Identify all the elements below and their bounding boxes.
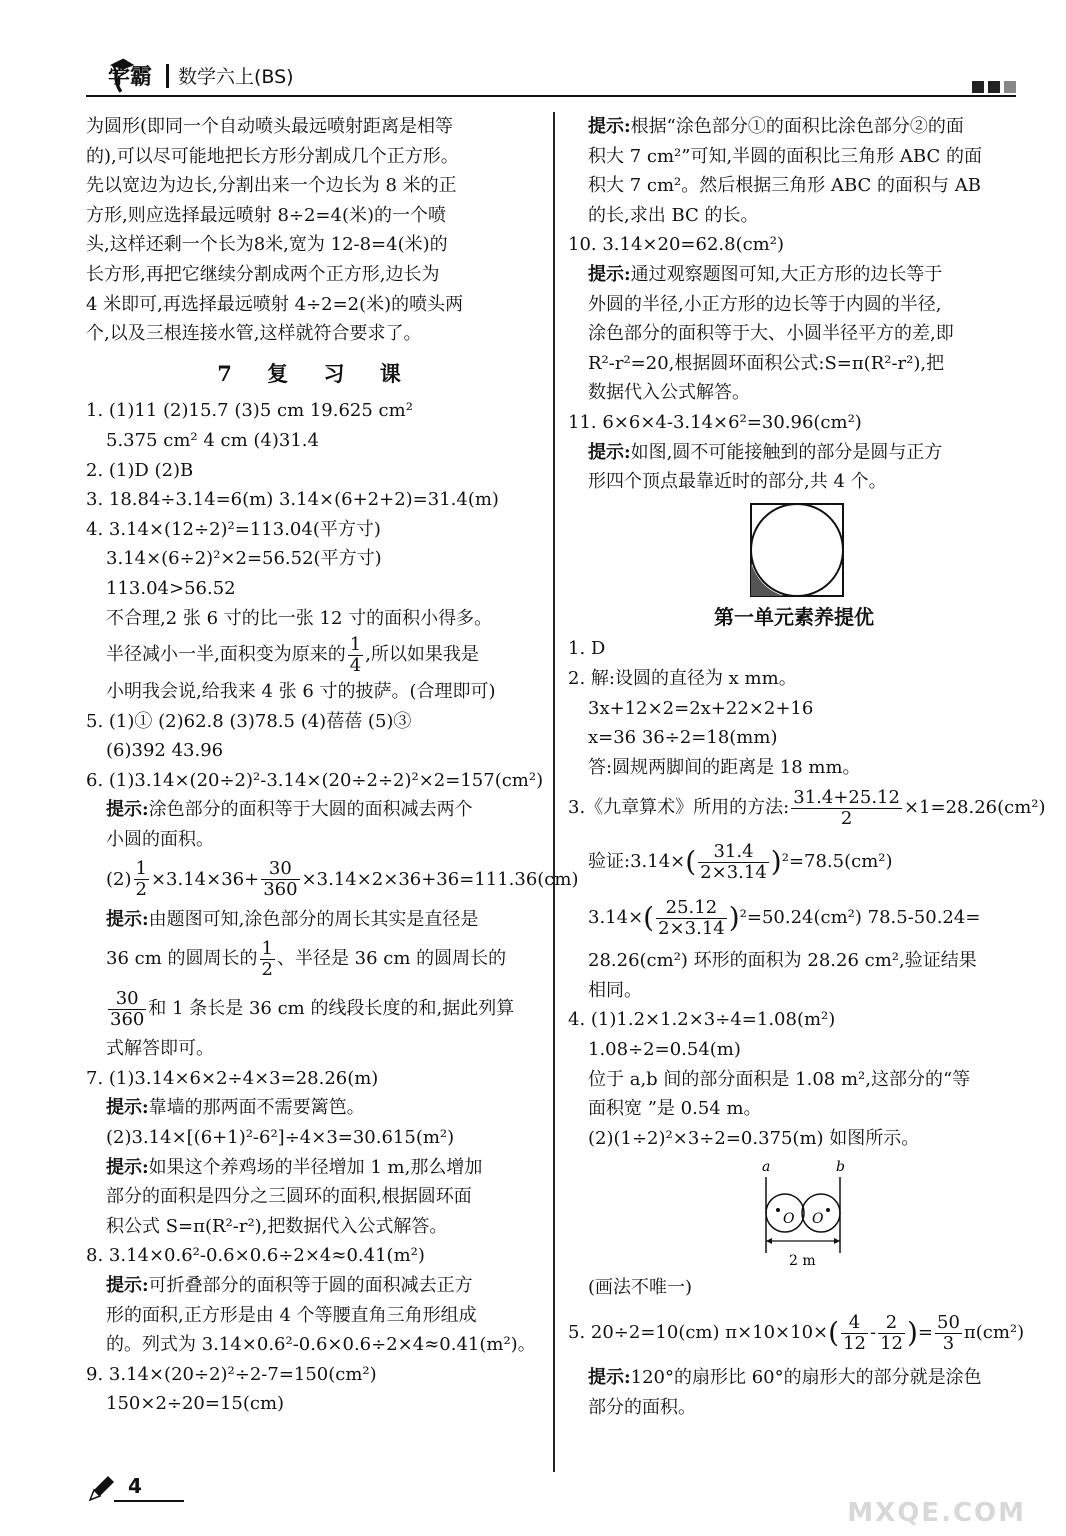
fraction-one-half: $\frac{1}{2}$ xyxy=(135,858,147,901)
fraction-four-twelfths: $\frac{4}{12}$ xyxy=(843,1311,866,1354)
fraction-sum-over-two: $\frac{31.4+25.12}{2}$ xyxy=(793,786,900,829)
unit-answer-1: 1. D xyxy=(568,638,606,660)
header-separator xyxy=(166,64,169,88)
pencil-icon xyxy=(86,1474,116,1504)
label-o1: O xyxy=(783,1211,795,1228)
fraction-one-quarter: $\frac{1}{4}$ xyxy=(349,633,362,676)
section-title-unit-one: 第一单元素养提优 xyxy=(714,604,874,629)
column-divider xyxy=(553,112,555,1472)
unit-answer-4: 4. (1)1.2×1.2×3÷4=1.08(m²) 1.08÷2=0.54(m) 位于 a,b 间的部分面积是 1.08 m²,这部分的“等 面积宽 ”是 0.54 m。 (2)(1÷2)²×3÷2=0.375(m) 如图所示。 xyxy=(568,1009,971,1149)
fraction-thirty-over-360: $\frac{30}{360}$ xyxy=(263,858,298,901)
left-column xyxy=(86,112,579,1419)
unit-answer-5: 5. 20÷2=10(cm) π×10×10×( $\frac{4}{12}$ - $\frac{2}{12}$ )= $\frac{50}{3}$ π(cm²) 提示:120°的扇形比 60°的扇形大的部分就是涂色 部分的面积。 xyxy=(568,1311,1025,1418)
footer-rule xyxy=(114,1500,184,1502)
unit-answer-2: 2. 解:设圆的直径为 x mm。 3x+12×2=2x+22×2+16 x=36 36÷2=18(mm) 答:圆规两脚间的距离是 18 mm。 xyxy=(568,667,861,778)
page-number: 4 xyxy=(128,1474,142,1498)
answer-6: 6. (1)3.14×(20÷2)²-3.14×(20÷2÷2)²×2=157(cm²) 提示:涂色部分的面积等于大圆的面积减去两个 小圆的面积。 (2) $\frac{1}{2}$ ×3.14×36+ $\frac{30}{360}$ ×3.14×2×36+36=111.36(cm) 提示:由题图可知,涂色部分的周长其实是直径是 36 cm 的圆周长的 $\frac{1}{2}$ 、半径是 36 cm 的圆周长的 $\frac{30}{360}$ 和 1 条长是 36 cm 的线段长度的和,据此列算 式解答即可。 xyxy=(86,769,579,1060)
unit-answer-3: 3.《九章算术》所用的方法: $\frac{31.4+25.12}{2}$ ×1=28.26(cm²) 验证:3.14×( $\frac{31.4}{2\times 3.14}$ )²=78.5(cm²) 3.14×( $\frac{25.12}{2\times 3.14}$ )²=50.24(cm²) 78.5-50.24= 28.26(cm²) 环形的面积为 28.26 cm²,验证结果 相同。 xyxy=(568,786,1046,1001)
section-title-review: 7 复 习 课 xyxy=(217,360,415,386)
label-b: b xyxy=(836,1159,845,1176)
fraction-fifty-thirds: $\frac{50}{3}$ xyxy=(937,1311,960,1354)
answer-5: 5. (1)① (2)62.8 (3)78.5 (4)蓓蓓 (5)③ (6)392 43.96 xyxy=(86,710,412,762)
answer-3: 3. 18.84÷3.14=6(m) 3.14×(6+2+2)=31.4(m) xyxy=(86,489,499,511)
label-o2: O xyxy=(812,1211,824,1228)
circle-in-square-figure xyxy=(750,503,844,597)
brand-logo-text: 学霸 xyxy=(108,65,153,90)
fraction-radius-outer: $\frac{31.4}{2\times 3.14}$ xyxy=(700,840,767,883)
label-a: a xyxy=(762,1159,771,1176)
answer-4: 4. 3.14×(12÷2)²=113.04(平方寸) 3.14×(6÷2)²×2=56.52(平方寸) 113.04>56.52 不合理,2 张 6 寸的比一张 12 寸的面积小得多。 半径减小一半,面积变为原来的 $\frac{1}{4}$ ,所以如果我是 小明我会说,给我来 4 张 6 寸的披萨。(合理即可) xyxy=(86,518,496,703)
watermark: MXQE.COM xyxy=(847,1498,1026,1528)
answer-8: 8. 3.14×0.6²-0.6×0.6÷2×4≈0.41(m²) 提示:可折叠部分的面积等于圆的面积减去正方 形的面积,正方形是由 4 个等腰直角三角形组成 的。列式为 3.14×0.6²-0.6×0.6÷2×4≈0.41(m²)。 xyxy=(86,1245,536,1356)
page-footer xyxy=(86,1470,186,1510)
answer-2: 2. (1)D (2)B xyxy=(86,459,194,481)
header-rule xyxy=(86,95,1016,97)
continued-answer: 为圆形(即同一个自动喷头最远喷射距离是相等 的),可以尽可能地把长方形分割成几个正方形。 先以宽边为边长,分割出来一个边长为 8 米的正 方形,则应选择最远喷射 8÷2=4(米)的一个喷 头,这样还剩一个长为8米,宽为 12-8=4(米)的 长方形,再把它继续分割成两个正方形,边长为 4 米即可,再选择最远喷射 4÷2=2(米)的喷头两 个,以及三根连接水管,这样就符合要求了。 xyxy=(86,116,464,345)
page-header xyxy=(86,54,1016,94)
right-column xyxy=(568,112,1046,1422)
answer-7: 7. (1)3.14×6×2÷4×3=28.26(m) 提示:靠墙的那两面不需要篱笆。 (2)3.14×[(6+1)²-6²]÷4×3=30.615(m²) 提示:如果这个养鸡场的半径增加 1 m,那么增加 部分的面积是四分之三圆环的面积,根据圆环面 积公式 S=π(R²-r²),把数据代入公式解答。 xyxy=(86,1067,483,1237)
width-label: 2 m xyxy=(789,1253,816,1270)
answer-10: 10. 3.14×20=62.8(cm²) 提示:通过观察题图可知,大正方形的边长等于 外圆的半径,小正方形的边长等于内圆的半径, 涂色部分的面积等于大、小圆半径平方的差,即 R²-r²=20,根据圆环面积公式:S=π(R²-r²),把 数据代入公式解答。 xyxy=(568,234,954,404)
fraction-radius-inner: $\frac{25.12}{2\times 3.14}$ xyxy=(658,896,725,939)
two-circles-figure xyxy=(754,1157,854,1269)
drawing-note: (画法不唯一) xyxy=(588,1277,693,1299)
fraction-two-twelfths: $\frac{2}{12}$ xyxy=(880,1311,903,1354)
answer-9-tip: 提示:根据“涂色部分①的面积比涂色部分②的面 积大 7 cm²”可知,半圆的面积比三角形 ABC 的面 积大 7 cm²。然后根据三角形 ABC 的面积与 AB 的长,求出 BC 的长。 xyxy=(588,116,982,226)
book-title: 数学六上(BS) xyxy=(178,66,294,88)
answer-11: 11. 6×6×4-3.14×6²=30.96(cm²) 提示:如图,圆不可能接触到的部分是圆与正方 形四个顶点最靠近时的部分,共 4 个。 xyxy=(568,411,943,493)
answer-1: 1. (1)11 (2)15.7 (3)5 cm 19.625 cm² 5.375 cm² 4 cm (4)31.4 xyxy=(86,400,413,451)
fraction-thirty-over-360: $\frac{30}{360}$ xyxy=(110,987,145,1030)
fraction-one-half: $\frac{1}{2}$ xyxy=(261,937,273,980)
answer-9: 9. 3.14×(20÷2)²÷2-7=150(cm²) 150×2÷20=15(cm) xyxy=(86,1363,377,1415)
